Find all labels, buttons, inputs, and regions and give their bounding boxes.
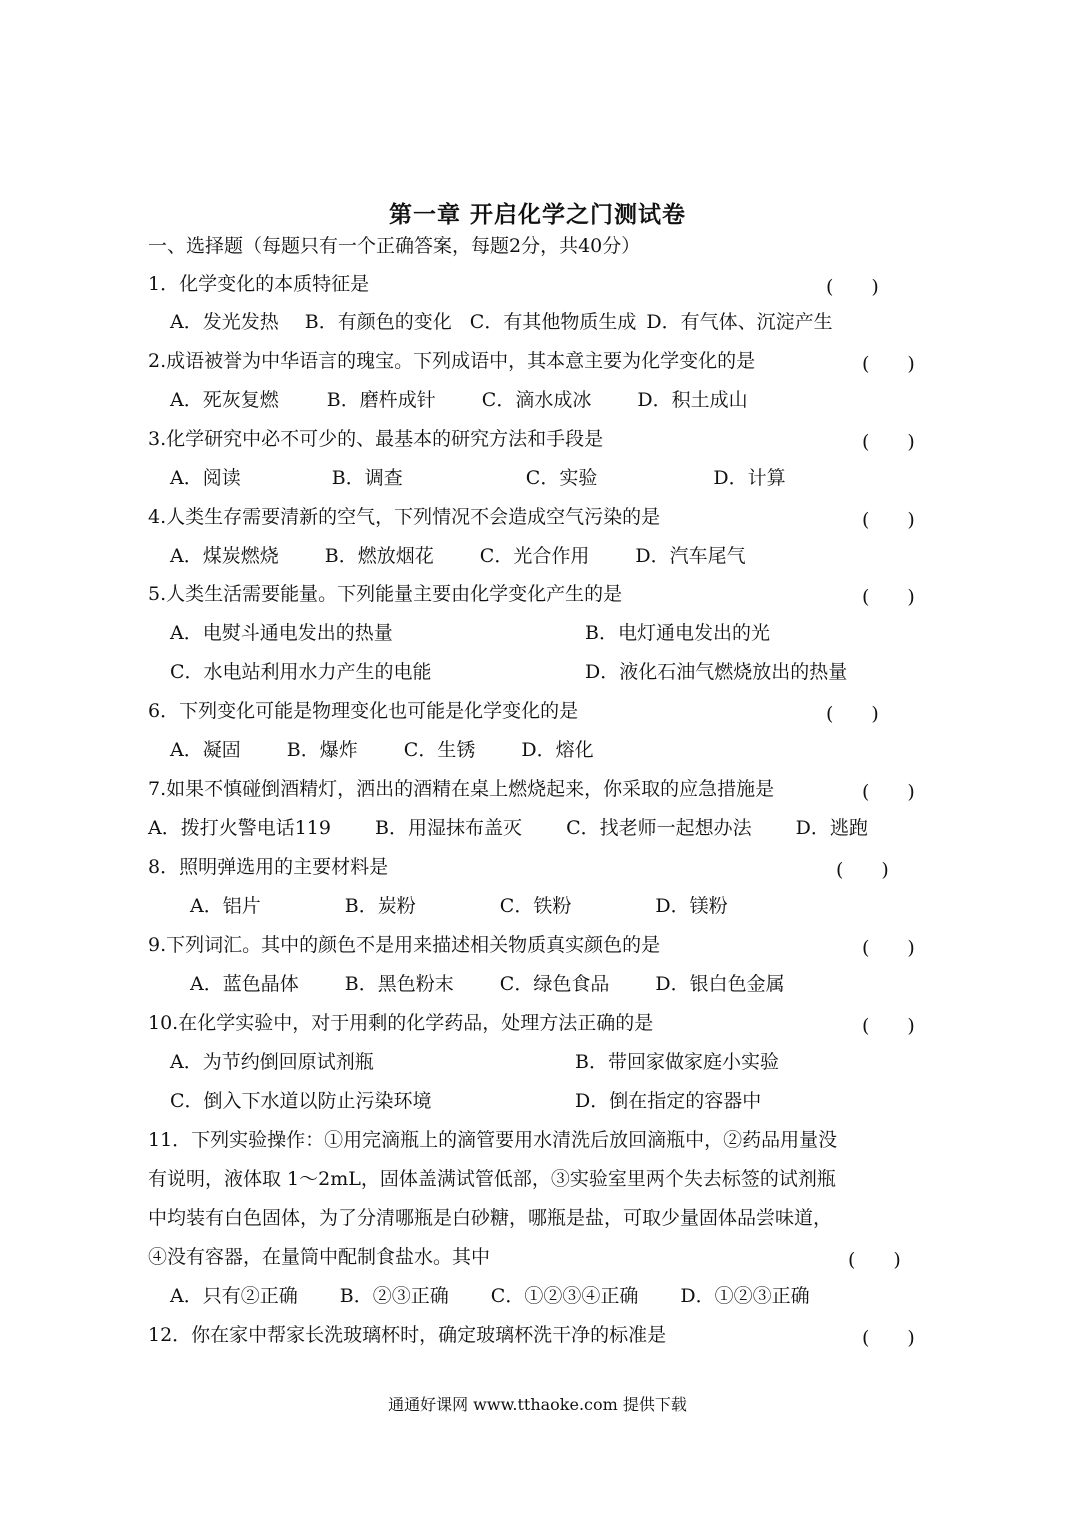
option: A．死灰复燃 <box>170 389 279 411</box>
option: C．绿色食品 <box>499 973 610 995</box>
option: C．有其他物质生成 <box>469 311 637 333</box>
question-11-line-1: 11．下列实验操作：①用完滴瓶上的滴管要用水清洗后放回滴瓶中，②药品用量没 <box>148 1129 838 1151</box>
option: B．有颜色的变化 <box>304 311 452 333</box>
question-4-options <box>170 544 746 568</box>
option: A．阅读 <box>170 467 241 489</box>
question-5-stem: 5.人类生活需要能量。下列能量主要由化学变化产生的是 <box>148 583 623 605</box>
question-10-option-c: C．倒入下水道以防止污染环境 <box>170 1090 432 1112</box>
option: D．①②③正确 <box>680 1285 810 1307</box>
option: D．积土成山 <box>637 389 748 411</box>
option: C．找老师一起想办法 <box>566 817 752 839</box>
option: B．炭粉 <box>344 895 416 917</box>
page-footer: 通通好课网 www.tthaoke.com 提供下载 <box>388 1395 687 1414</box>
question-11-line-3: 中均装有白色固体，为了分清哪瓶是白砂糖，哪瓶是盐，可取少量固体品尝味道， <box>148 1207 833 1229</box>
question-12-stem: 12．你在家中帮家长洗玻璃杯时，确定玻璃杯洗干净的标准是 <box>148 1324 667 1346</box>
option: D．熔化 <box>521 739 594 761</box>
answer-bracket: ( ) <box>826 703 879 725</box>
question-10-option-a: A．为节约倒回原试剂瓶 <box>170 1051 374 1073</box>
answer-bracket: ( ) <box>862 1327 915 1349</box>
option: B．磨杵成针 <box>326 389 436 411</box>
option: D．逃跑 <box>795 817 868 839</box>
question-1-stem: 1．化学变化的本质特征是 <box>148 273 370 295</box>
question-7-options <box>148 816 868 840</box>
question-7-stem: 7.如果不慎碰倒酒精灯，洒出的酒精在桌上燃烧起来，你采取的应急措施是 <box>148 778 775 800</box>
option: D．有气体、沉淀产生 <box>646 311 833 333</box>
question-3-stem: 3.化学研究中必不可少的、最基本的研究方法和手段是 <box>148 428 604 450</box>
option: B．用湿抹布盖灭 <box>375 817 523 839</box>
option: A．铝片 <box>190 895 261 917</box>
question-5-option-c: C．水电站利用水力产生的电能 <box>170 661 432 683</box>
option: D．计算 <box>713 467 786 489</box>
question-8-options <box>190 894 728 918</box>
option: C．①②③④正确 <box>490 1285 639 1307</box>
question-9-stem: 9.下列词汇。其中的颜色不是用来描述相关物质真实颜色的是 <box>148 934 661 956</box>
option: D．银白色金属 <box>655 973 785 995</box>
option: A．只有②正确 <box>170 1285 298 1307</box>
option: B．②③正确 <box>339 1285 449 1307</box>
question-11-line-2: 有说明，液体取 1～2mL，固体盖满试管低部，③实验室里两个失去标签的试剂瓶 <box>148 1168 836 1190</box>
option: C．实验 <box>525 467 598 489</box>
answer-bracket: ( ) <box>862 781 915 803</box>
answer-bracket: ( ) <box>826 276 879 298</box>
question-8-stem: 8．照明弹选用的主要材料是 <box>148 856 389 878</box>
option: D．镁粉 <box>655 895 728 917</box>
question-1-options <box>170 310 833 334</box>
option: A．煤炭燃烧 <box>170 545 279 567</box>
question-6-stem: 6．下列变化可能是物理变化也可能是化学变化的是 <box>148 700 579 722</box>
option: C．滴水成冰 <box>481 389 592 411</box>
question-11-line-4: ④没有容器，在量筒中配制食盐水。其中 <box>148 1246 491 1268</box>
option: B．黑色粉末 <box>344 973 454 995</box>
answer-bracket: ( ) <box>862 353 915 375</box>
answer-bracket: ( ) <box>862 509 915 531</box>
answer-bracket: ( ) <box>862 586 915 608</box>
answer-bracket: ( ) <box>862 937 915 959</box>
option: B．调查 <box>331 467 403 489</box>
answer-bracket: ( ) <box>848 1249 901 1271</box>
option: A．蓝色晶体 <box>190 973 299 995</box>
question-5-option-b: B．电灯通电发出的光 <box>585 622 770 644</box>
question-6-options <box>170 738 594 762</box>
question-10-stem: 10.在化学实验中，对于用剩的化学药品，处理方法正确的是 <box>148 1012 654 1034</box>
answer-bracket: ( ) <box>862 1015 915 1037</box>
option: C．光合作用 <box>479 545 590 567</box>
question-9-options <box>190 972 785 996</box>
question-10-option-b: B．带回家做家庭小实验 <box>575 1051 779 1073</box>
question-5-option-a: A．电熨斗通电发出的热量 <box>170 622 393 644</box>
section-heading: 一、选择题（每题只有一个正确答案，每题2分，共40分） <box>148 235 641 257</box>
option: B．爆炸 <box>286 739 358 761</box>
option: B．燃放烟花 <box>324 545 434 567</box>
question-2-options <box>170 388 748 412</box>
question-4-stem: 4.人类生存需要清新的空气，下列情况不会造成空气污染的是 <box>148 506 661 528</box>
option: C．铁粉 <box>499 895 572 917</box>
option: A．凝固 <box>170 739 241 761</box>
question-10-option-d: D．倒在指定的容器中 <box>575 1090 762 1112</box>
option: C．生锈 <box>403 739 476 761</box>
option: D．汽车尾气 <box>635 545 746 567</box>
question-2-stem: 2.成语被誉为中华语言的瑰宝。下列成语中，其本意主要为化学变化的是 <box>148 350 756 372</box>
page-title: 第一章 开启化学之门测试卷 <box>388 201 686 228</box>
question-11-options <box>170 1284 810 1308</box>
question-5-option-d: D．液化石油气燃烧放出的热量 <box>585 661 848 683</box>
question-3-options <box>170 466 786 490</box>
answer-bracket: ( ) <box>862 431 915 453</box>
answer-bracket: ( ) <box>836 859 889 881</box>
option: A．发光发热 <box>170 311 279 333</box>
option: A．拨打火警电话119 <box>148 817 331 839</box>
